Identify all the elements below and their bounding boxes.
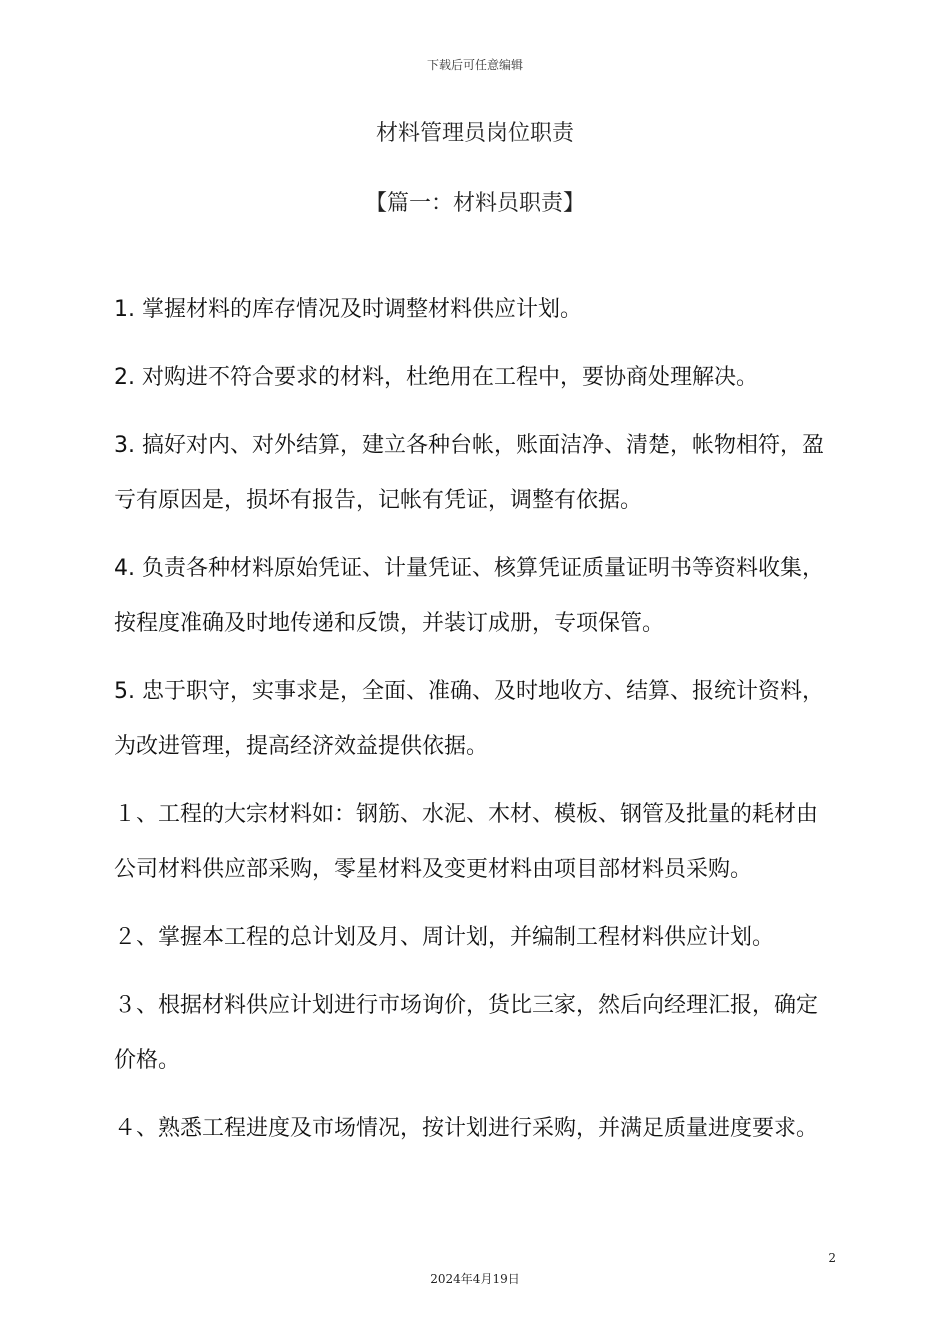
paragraph-1: 1. 掌握材料的库存情况及时调整材料供应计划。 — [114, 297, 582, 322]
paragraph-9: ４、熟悉工程进度及市场情况，按计划进行采购，并满足质量进度要求。 — [114, 1116, 819, 1141]
paragraph-5: 5. 忠于职守，实事求是，全面、准确、及时地收方、结算、报统计资料，为改进管理，提高经济效益提供依据。 — [114, 679, 824, 759]
paragraph-3: 3. 搞好对内、对外结算，建立各种台帐，账面洁净、清楚，帐物相符，盈亏有原因是，损坏有报告，记帐有凭证，调整有依据。 — [114, 433, 824, 513]
paragraph-6: １、工程的大宗材料如：钢筋、水泥、木材、模板、钢管及批量的耗材由公司材料供应部采购，零星材料及变更材料由项目部材料员采购。 — [114, 802, 819, 882]
section-title: 【篇一：材料员职责】 — [364, 191, 585, 216]
document-title: 材料管理员岗位职责 — [375, 121, 574, 146]
page-number: 2 — [828, 1251, 836, 1265]
paragraph-8: ３、根据材料供应计划进行市场询价，货比三家，然后向经理汇报，确定价格。 — [114, 993, 819, 1073]
paragraph-4: 4. 负责各种材料原始凭证、计量凭证、核算凭证质量证明书等资料收集，按程度准确及时地传递和反馈，并装订成册，专项保管。 — [114, 556, 824, 636]
footer-date: 2024年4月19日 — [430, 1272, 520, 1286]
paragraph-7: ２、掌握本工程的总计划及月、周计划，并编制工程材料供应计划。 — [114, 925, 775, 950]
paragraph-2: 2. 对购进不符合要求的材料，杜绝用在工程中，要协商处理解决。 — [114, 365, 758, 390]
document-body — [114, 282, 834, 1169]
header-note: 下载后可任意编辑 — [426, 58, 523, 72]
